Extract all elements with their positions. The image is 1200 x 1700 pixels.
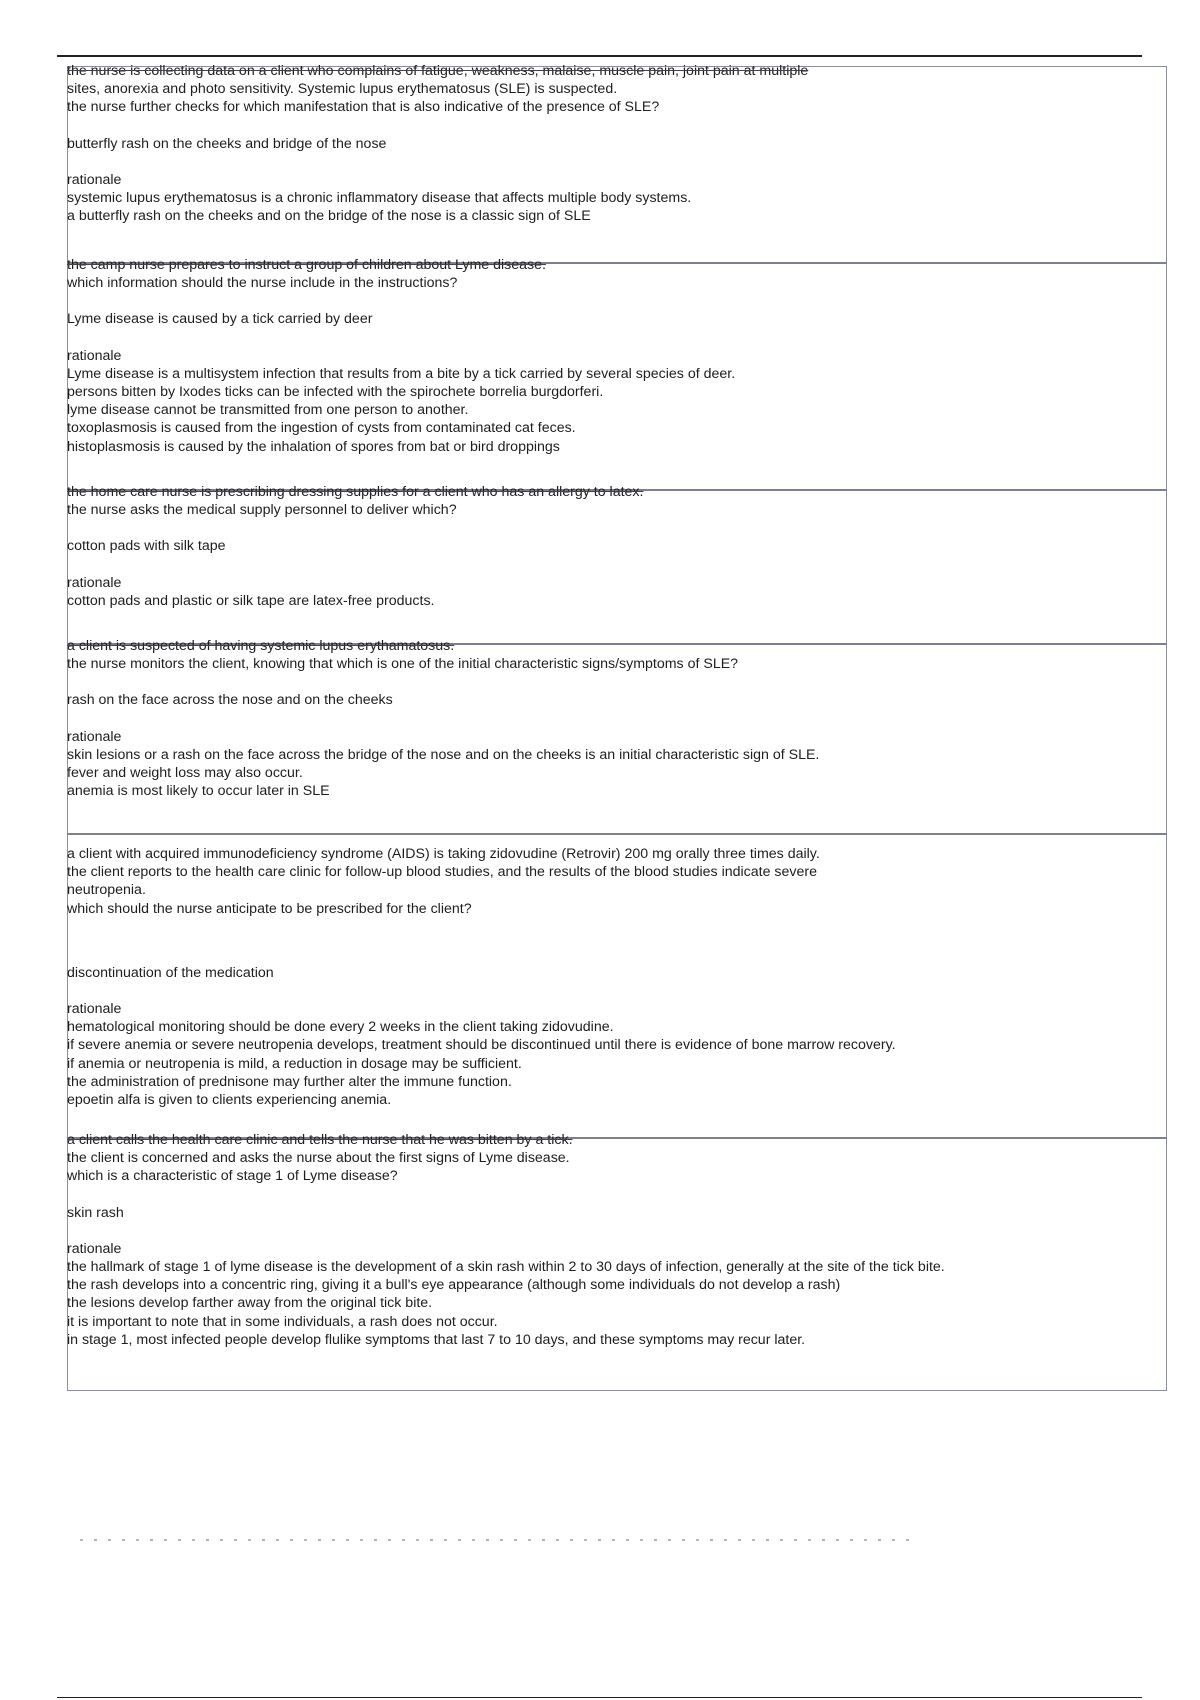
question-line: which information should the nurse include in the instructions? bbox=[67, 275, 458, 292]
answer-text: cotton pads with silk tape bbox=[67, 538, 226, 555]
question-block-1 bbox=[67, 62, 1157, 225]
question-line: the camp nurse prepares to instruct a group of children about Lyme disease. bbox=[67, 257, 546, 273]
section-divider bbox=[67, 833, 1167, 835]
rationale-line: if severe anemia or severe neutropenia develops, treatment should be discontinued until there is evidence of bone marrow recovery. bbox=[67, 1037, 896, 1054]
question-line: a client calls the health care clinic and tells the nurse that he was bitten by a tick. bbox=[67, 1132, 573, 1148]
rationale-label: rationale bbox=[67, 1240, 122, 1257]
question-line: sites, anorexia and photo sensitivity. Systemic lupus erythematosus (SLE) is suspected. bbox=[67, 81, 618, 98]
header-rule bbox=[57, 55, 1142, 57]
question-line: the nurse further checks for which manifestation that is also indicative of the presence of SLE? bbox=[67, 99, 660, 116]
question-block-5 bbox=[67, 845, 1157, 1109]
question-line: the nurse monitors the client, knowing that which is one of the initial characteristic signs/symptoms of SLE? bbox=[67, 656, 739, 673]
question-line: a client is suspected of having systemic lupus erythamatosus. bbox=[67, 638, 455, 654]
rationale-line: the lesions develop farther away from the original tick bite. bbox=[67, 1295, 433, 1312]
question-block-3 bbox=[67, 483, 1157, 610]
rationale-label: rationale bbox=[67, 347, 122, 364]
rationale-line: persons bitten by Ixodes ticks can be infected with the spirochete borrelia burgdorferi. bbox=[67, 384, 604, 401]
rationale-line: the rash develops into a concentric ring, giving it a bull's eye appearance (although some individuals do not develop a rash) bbox=[67, 1277, 841, 1294]
question-line: the nurse is collecting data on a client who complains of fatigue, weakness, malaise, muscle pain, joint pain at multiple bbox=[67, 63, 809, 79]
answer-text: skin rash bbox=[67, 1204, 124, 1221]
answer-text: rash on the face across the nose and on the cheeks bbox=[67, 692, 393, 709]
rationale-line: lyme disease cannot be transmitted from one person to another. bbox=[67, 402, 469, 419]
faint-residual-line bbox=[80, 1539, 910, 1541]
rationale-line: a butterfly rash on the cheeks and on the bridge of the nose is a classic sign of SLE bbox=[67, 208, 591, 225]
footer-rule bbox=[57, 1697, 1142, 1698]
rationale-line: systemic lupus erythematosus is a chronic inflammatory disease that affects multiple body systems. bbox=[67, 190, 692, 207]
question-line: the client is concerned and asks the nurse about the first signs of Lyme disease. bbox=[67, 1150, 570, 1167]
rationale-line: it is important to note that in some individuals, a rash does not occur. bbox=[67, 1313, 498, 1330]
rationale-line: the hallmark of stage 1 of lyme disease is the development of a skin rash within 2 to 30 days of infection, generally at the site of the tick bite. bbox=[67, 1259, 945, 1276]
question-line: which should the nurse anticipate to be prescribed for the client? bbox=[67, 900, 472, 917]
question-line: the nurse asks the medical supply personnel to deliver which? bbox=[67, 502, 457, 519]
rationale-line: hematological monitoring should be done every 2 weeks in the client taking zidovudine. bbox=[67, 1019, 614, 1036]
rationale-line: Lyme disease is a multisystem infection that results from a bite by a tick carried by several species of deer. bbox=[67, 365, 736, 382]
answer-text: butterfly rash on the cheeks and bridge of the nose bbox=[67, 135, 387, 152]
rationale-label: rationale bbox=[67, 171, 122, 188]
question-block-2 bbox=[67, 256, 1157, 456]
question-block-4 bbox=[67, 637, 1157, 800]
rationale-line: anemia is most likely to occur later in SLE bbox=[67, 783, 330, 800]
rationale-line: if anemia or neutropenia is mild, a reduction in dosage may be sufficient. bbox=[67, 1055, 522, 1072]
question-line: the home care nurse is prescribing dressing supplies for a client who has an allergy to latex. bbox=[67, 484, 644, 500]
rationale-line: skin lesions or a rash on the face across the bridge of the nose and on the cheeks is an initial characteristic sign of SLE. bbox=[67, 746, 820, 763]
rationale-line: histoplasmosis is caused by the inhalation of spores from bat or bird droppings bbox=[67, 438, 560, 455]
rationale-line: in stage 1, most infected people develop flulike symptoms that last 7 to 10 days, and these symptoms may recur later. bbox=[67, 1331, 806, 1348]
answer-text: Lyme disease is caused by a tick carried by deer bbox=[67, 311, 373, 328]
rationale-label: rationale bbox=[67, 728, 122, 745]
question-block-6 bbox=[67, 1131, 1157, 1349]
rationale-line: epoetin alfa is given to clients experiencing anemia. bbox=[67, 1092, 392, 1109]
question-line: which is a characteristic of stage 1 of Lyme disease? bbox=[67, 1168, 398, 1185]
rationale-label: rationale bbox=[67, 1001, 122, 1018]
rationale-label: rationale bbox=[67, 574, 122, 591]
question-line: a client with acquired immunodeficiency syndrome (AIDS) is taking zidovudine (Retrovir) 200 mg orally three times daily. bbox=[67, 846, 820, 862]
answer-text: discontinuation of the medication bbox=[67, 964, 274, 981]
question-line: neutropenia. bbox=[67, 882, 146, 899]
rationale-line: cotton pads and plastic or silk tape are latex-free products. bbox=[67, 592, 435, 609]
question-line: the client reports to the health care clinic for follow-up blood studies, and the results of the blood studies indicate severe bbox=[67, 864, 818, 881]
rationale-line: the administration of prednisone may further alter the immune function. bbox=[67, 1073, 512, 1090]
rationale-line: toxoplasmosis is caused from the ingestion of cysts from contaminated cat feces. bbox=[67, 420, 576, 437]
rationale-line: fever and weight loss may also occur. bbox=[67, 765, 303, 782]
